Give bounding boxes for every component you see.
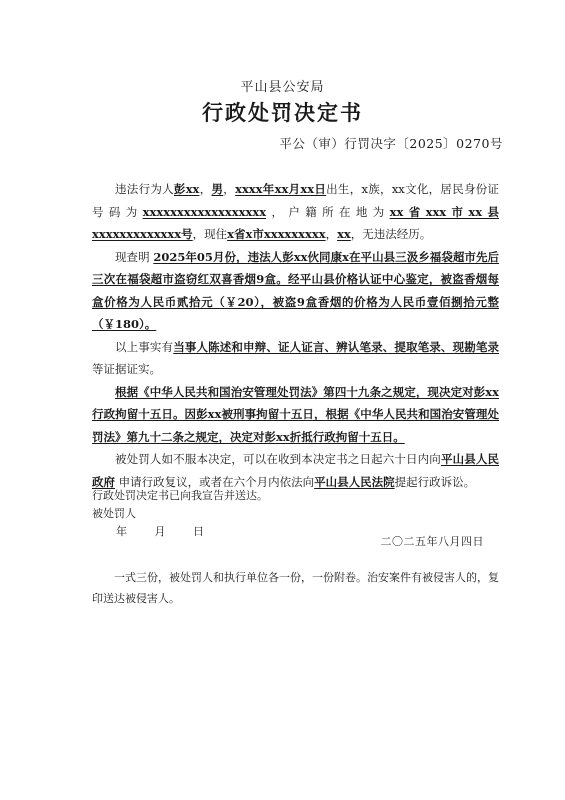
offender-sex: 男 (211, 182, 224, 196)
delivery-statement: 行政处罚决定书已向我宣告并送达。 (92, 489, 268, 502)
document-number: 平公（审）行罚决字〔2025〕0270号 (279, 136, 503, 151)
review-authority: 平山县人民政府 (92, 452, 499, 489)
offender-name: 彭xx (173, 182, 200, 196)
facts-text: 2025年05月份，违法人彭xx伙同康x在平山县三汲乡福袋超市先后三次在福袋超市盗窃红双喜香烟9盒。经平山县价格认证中心鉴定，被盗香烟每盒价格为人民币贰拾元（￥20），被盗9盒香烟的价格为人民币壹佰捌拾元整（￥180）。 (92, 249, 500, 331)
offender-residence-detail: xx (337, 227, 351, 241)
evidence-paragraph: 以上事实有当事人陈述和申辩、证人证言、辨认笔录、提取笔录、现勘笔录等证据证实。 (92, 339, 499, 376)
offender-dob: xxxx年xx月xx日 (235, 182, 327, 196)
court-name: 平山县人民法院 (314, 474, 395, 489)
decision-paragraph (92, 381, 499, 449)
evidence-list: 当事人陈述和申辩、证人证言、辨认笔录、提取笔录、现勘笔录 (173, 339, 499, 354)
appeal-paragraph: 被处罚人如不服本决定，可以在收到本决定书之日起六十日内向平山县人民政府 申请行政复议，或者在六个月内依法向平山县人民法院提起行政诉讼。 (92, 452, 499, 489)
offender-residence: x省x市xxxxxxxxx (227, 227, 326, 241)
issuing-agency: 平山县公安局 (240, 80, 325, 95)
signature-date-blank: 年 月 日 (116, 525, 204, 538)
facts-paragraph: 现查明 2025年05月份，违法人彭xx伙同康x在平山县三汲乡福袋超市先后三次在福袋超市盗窃红双喜香烟9盒。经平山县价格认证中心鉴定，被盗香烟每盒价格为人民币贰拾元（￥20），被盗9盒香烟的价格为人民币壹佰捌拾元整（￥180）。 (92, 249, 500, 331)
offender-id-number: xxxxxxxxxxxxxxxxxx (142, 204, 267, 219)
offender-hukou: xx省xxx市xx县xxxxxxxxxxxxx号 (92, 204, 500, 241)
recipient-label: 被处罚人 (92, 507, 136, 520)
document-body (92, 178, 499, 493)
copies-note: 一式三份，被处罚人和执行单位各一份，一份附卷。治安案件有被侵害人的，复印送达被侵害人。 (92, 571, 499, 605)
offender-info-paragraph: 违法行为人彭xx，男，xxxx年xx月xx日出生，x族，xx文化，居民身份证号码为xxxxxxxxxxxxxxxxxx，户籍所在地为xx省xxx市xx县xxxxxxxxxxxxx号，现住x省x市xxxxxxxxx，xx，无违法经历。 (92, 182, 500, 241)
issue-date: 二〇二五年八月四日 (380, 535, 484, 548)
delivery-acknowledgement (92, 487, 268, 523)
decision-text: 根据《中华人民共和国治安管理处罚法》第四十九条之规定，现决定对彭xx行政拘留十五日。因彭xx被刑事拘留十五日，根据《中华人民共和国治安管理处罚法》第九十二条之规定，决定对彭xx折抵行政拘留十五日。 (92, 384, 499, 444)
document-title: 行政处罚决定书 (202, 100, 363, 125)
